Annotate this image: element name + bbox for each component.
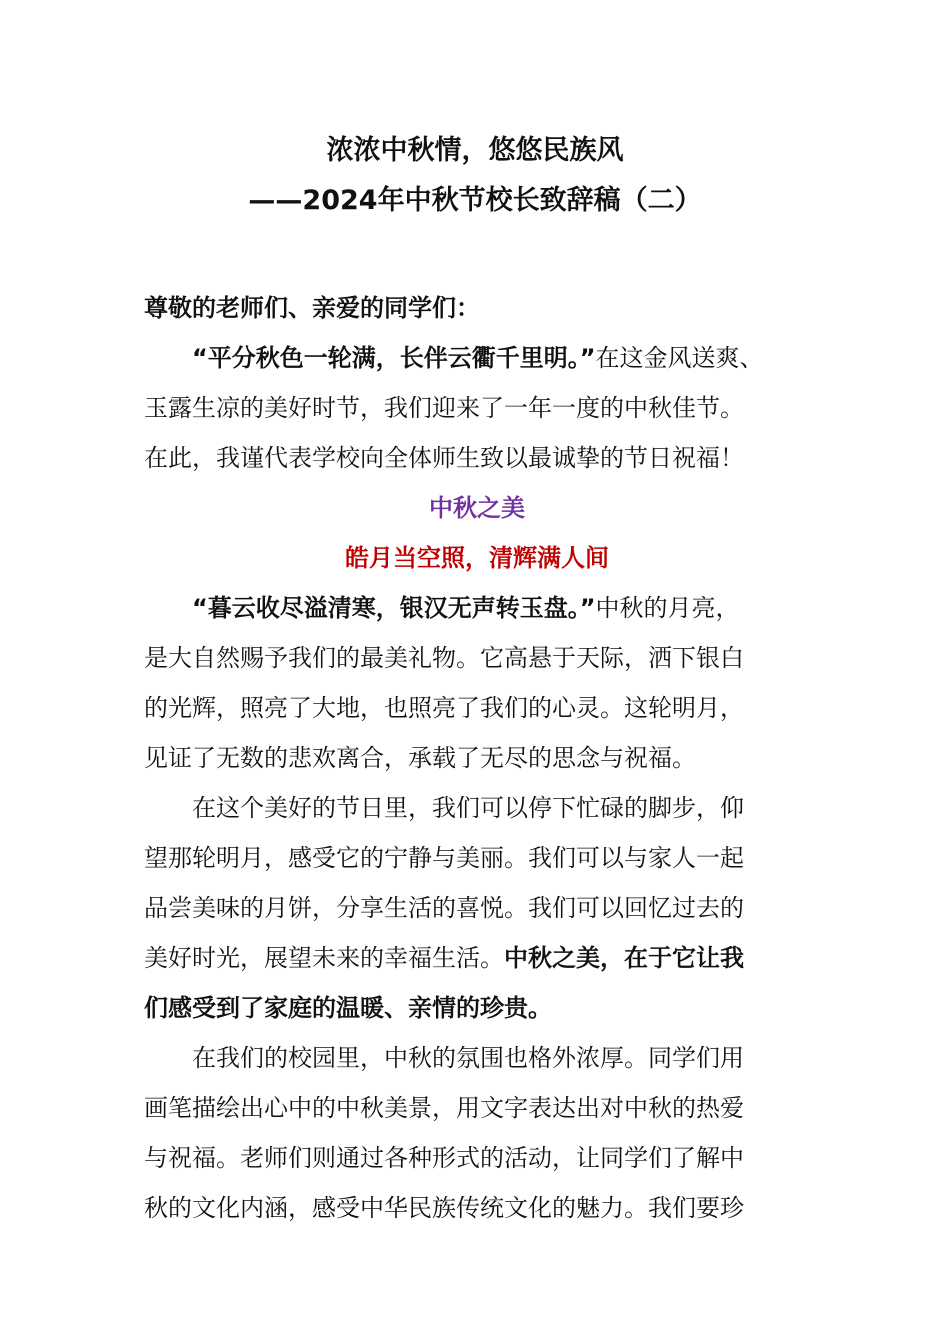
paragraph-line	[144, 583, 810, 633]
paragraph-1	[144, 333, 810, 483]
paragraph-line: 在这个美好的节日里，我们可以停下忙碌的脚步，仰	[192, 794, 744, 822]
paragraph-line: 在此，我谨代表学校向全体师生致以最诚挚的节日祝福！	[144, 444, 744, 472]
paragraph-line	[144, 333, 810, 383]
paragraph-line	[144, 933, 810, 983]
section-heading: 中秋之美	[429, 494, 525, 522]
paragraph-3	[144, 783, 810, 1033]
greeting: 尊敬的老师们、亲爱的同学们：	[144, 294, 480, 322]
paragraph-line: 是大自然赐予我们的最美礼物。它高悬于天际，洒下银白	[144, 644, 744, 672]
paragraph-line: 望那轮明月，感受它的宁静与美丽。我们可以与家人一起	[144, 844, 744, 872]
paragraph-line: 品尝美味的月饼，分享生活的喜悦。我们可以回忆过去的	[144, 894, 744, 922]
poem-quote: “平分秋色一轮满，长伴云衢千里明。”	[192, 344, 596, 372]
paragraph-line: 在我们的校园里，中秋的氛围也格外浓厚。同学们用	[192, 1044, 744, 1072]
paragraph-4	[144, 1033, 810, 1233]
document-body	[144, 283, 810, 1233]
document-title: 浓浓中秋情，悠悠民族风	[326, 135, 624, 166]
paragraph-line: 见证了无数的悲欢离合，承载了无尽的思念与祝福。	[144, 744, 696, 772]
document-subtitle: ——2024年中秋节校长致辞稿（二）	[248, 185, 702, 216]
bold-text-run: 中秋之美，在于它让我	[504, 944, 744, 972]
text-run: 在这金风送爽、	[595, 344, 764, 372]
poem-quote: “暮云收尽溢清寒，银汉无声转玉盘。”	[192, 594, 596, 622]
section-subheading: 皓月当空照，清辉满人间	[345, 544, 609, 572]
text-run: 中秋的月亮，	[595, 594, 740, 622]
paragraph-line: 画笔描绘出心中的中秋美景，用文字表达出对中秋的热爱	[144, 1094, 744, 1122]
paragraph-line: 秋的文化内涵，感受中华民族传统文化的魅力。我们要珍	[144, 1194, 744, 1222]
paragraph-line: 的光辉，照亮了大地，也照亮了我们的心灵。这轮明月，	[144, 694, 744, 722]
text-run: 美好时光，展望未来的幸福生活。	[144, 944, 504, 972]
paragraph-line: 与祝福。老师们则通过各种形式的活动，让同学们了解中	[144, 1144, 744, 1172]
paragraph-line: 们感受到了家庭的温暖、亲情的珍贵。	[144, 994, 552, 1022]
paragraph-line: 玉露生凉的美好时节，我们迎来了一年一度的中秋佳节。	[144, 394, 744, 422]
paragraph-2	[144, 583, 810, 783]
